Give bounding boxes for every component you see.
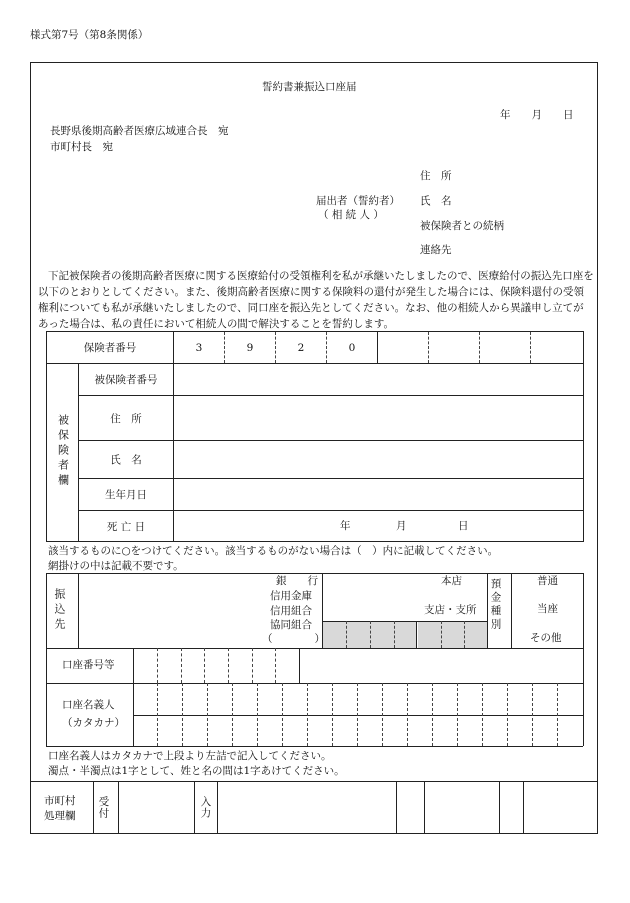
declarant-role: 届出者（誓約者） [316,195,400,207]
insurer-digit[interactable]: 0 [327,332,378,364]
office-received-label: 受付 [97,796,110,819]
office-received-stamp-field[interactable] [119,782,193,833]
addressee-municipality: 市町村長 宛 [50,141,113,153]
note-circle-instruction: 該当するものに○をつけてください。該当するものがない場合は（ ）内に記載してください。 [48,545,499,557]
insurer-digit[interactable]: 3 [174,332,225,364]
branch-main-office[interactable]: 本店 [441,575,462,587]
declarant-contact-label: 連絡先 [420,244,452,256]
form-number: 様式第7号（第8条関係） [30,29,149,41]
death-day-unit: 日 [458,520,469,532]
account-number-field[interactable] [134,649,298,682]
account-holder-label: 口座名義人 [62,699,115,711]
insured-address-label: 住 所 [79,396,174,441]
office-input-stamp-field[interactable] [218,782,395,833]
note-dakuten-instruction: 濁点・半濁点は1字として、姓と名の間は1字あけてください。 [48,765,345,777]
insurer-digit[interactable]: 2 [276,332,327,364]
account-holder-field-upper[interactable] [134,684,582,714]
death-month-unit: 月 [396,520,407,532]
deposit-type-label: 預金種別 [489,578,502,632]
insured-number-field[interactable] [174,364,584,396]
office-label-processing: 処理欄 [44,810,76,822]
insurer-digit[interactable] [531,332,584,364]
pledge-text: 下記被保険者の後期高齢者医療に関する医療給付の受領権利を私が承継いたしましたので、医療給付の振込先口座を以下のとおりとしてください。また、後期高齢者医療に関する保険料の還付が発生した場合には、保険料還付の受領権利についても私が承継いたしましたので、同口座を振込先としてください。なお、他の相続人から異議申し立てがあった場合は、私の責任において相続人の間で解決することを誓約します。 [38,270,594,330]
insured-birthdate-field[interactable] [174,479,584,511]
insured-birthdate-label: 生年月日 [79,479,174,511]
bank-type-shinkumi[interactable]: 信用組合 [270,605,312,617]
declarant-relationship-label: 被保険者との続柄 [420,220,504,232]
insured-name-field[interactable] [174,441,584,479]
insured-number-label: 被保険者番号 [79,364,174,396]
deposit-type-ordinary[interactable]: 普通 [537,575,558,587]
addressee-union: 長野県後期高齢者医療広域連合長 宛 [50,125,229,137]
branch-sub-office[interactable]: 支店・支所 [424,604,477,616]
form-title: 誓約書兼振込口座届 [262,81,357,93]
bank-section-label: 振込先 [53,588,66,633]
insurer-digit[interactable]: 9 [225,332,276,364]
bank-type-bank[interactable]: 銀 行 [276,575,318,587]
insurer-digit[interactable] [480,332,531,364]
insurer-digit[interactable] [429,332,480,364]
office-label-municipality: 市町村 [44,795,76,807]
declarant-role-heir: （ 相 続 人 ） [318,209,384,221]
declarant-name-label: 氏 名 [420,195,452,207]
shaded-branch-code [418,621,487,648]
deposit-type-other[interactable]: その他 [530,632,562,644]
note-shaded-area: 網掛けの中は記載不要です。 [48,560,184,572]
insured-death-date-field[interactable] [174,511,584,542]
declarant-address-label: 住 所 [420,170,452,182]
insurer-digit[interactable] [378,332,429,364]
insured-address-field[interactable] [174,396,584,441]
note-katakana-instruction: 口座名義人はカタカナで上段より左詰で記入してください。 [48,750,332,762]
bank-type-other[interactable]: （ ） [262,633,325,645]
account-holder-field-lower[interactable] [134,716,582,745]
office-input-label: 入力 [199,796,212,819]
insured-death-date-label: 死 亡 日 [79,511,174,542]
account-holder-kana-label: （カタカナ） [62,717,125,729]
account-number-label: 口座番号等 [62,659,115,671]
insurer-number-label: 保険者番号 [47,332,174,364]
insured-table [46,331,584,542]
insured-section-label: 被保険者欄 [47,364,79,542]
deposit-type-checking[interactable]: 当座 [537,603,558,615]
bank-type-kyodo[interactable]: 協同組合 [270,619,312,631]
death-year-unit: 年 [340,520,351,532]
date-field[interactable]: 年 月 日 [500,109,574,121]
insured-name-label: 氏 名 [79,441,174,479]
bank-type-shinkin[interactable]: 信用金庫 [270,590,312,602]
